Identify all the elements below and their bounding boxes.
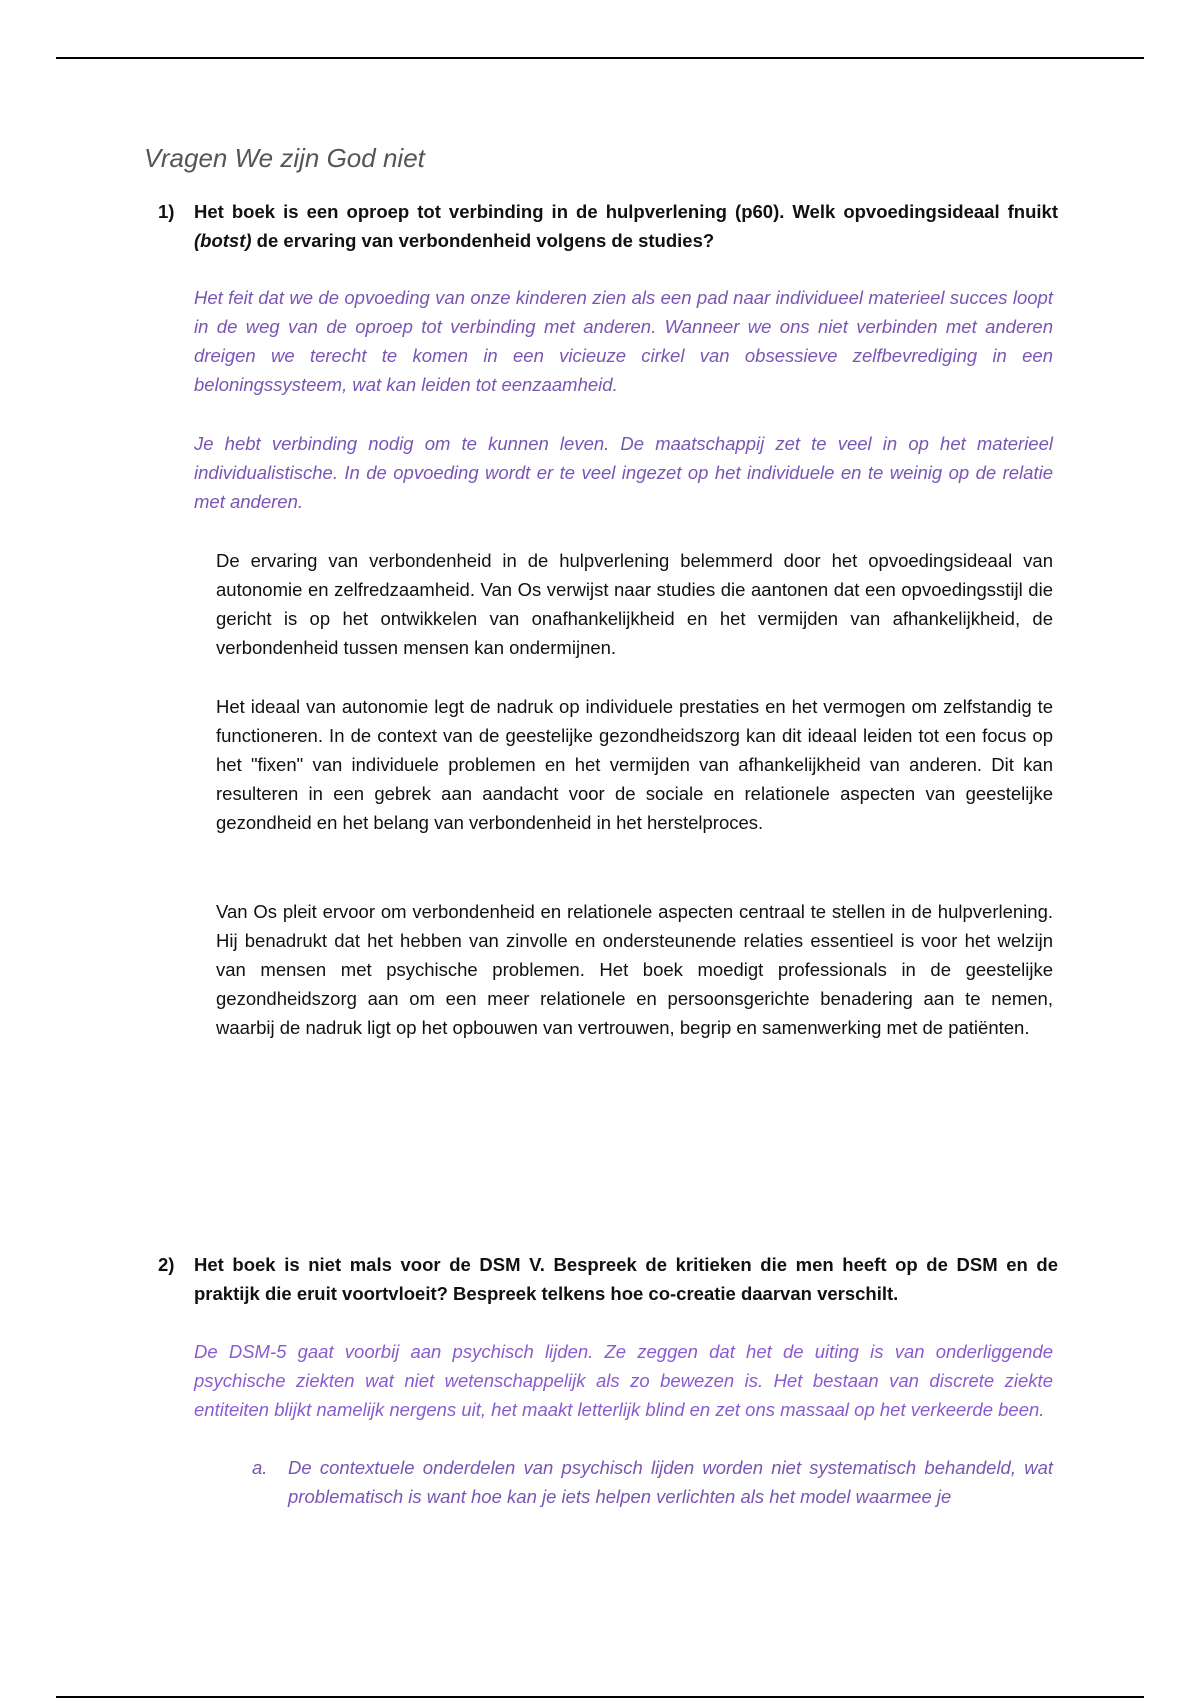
- top-rule: [56, 57, 1144, 59]
- answer-1-paragraph-1: Het feit dat we de opvoeding van onze kinderen zien als een pad naar individueel materieel succes loopt in de weg van de oproep tot verbinding met anderen. Wanneer we ons niet verbinden met anderen dreigen we terecht te komen in een vicieuze cirkel van obsessieve zelfbevrediging in een beloningssysteem, wat kan leiden tot eenzaamheid.: [194, 287, 1053, 395]
- question-text: Het boek is niet mals voor de DSM V. Bespreek de kritieken die men heeft op de DSM en de praktijk die eruit voortvloeit? Bespreek telkens hoe co-creatie daarvan verschilt.: [194, 1254, 1058, 1304]
- list-item-text: De contextuele onderdelen van psychisch lijden worden niet systematisch behandeld, wat problematisch is want hoe kan je iets helpen verlichten als het model waarmee je: [288, 1457, 1053, 1507]
- body-paragraph-2: Het ideaal van autonomie legt de nadruk op individuele prestaties en het vermogen om zelfstandig te functioneren. In de context van de geestelijke gezondheidszorg kan dit ideaal leiden tot een focus op het "fixen" van individuele problemen en het vermijden van afhankelijkheid van anderen. Dit kan resulteren in een gebrek aan aandacht voor de sociale en relationele aspecten van geestelijke gezondheid en het belang van verbondenheid in het herstelproces.: [216, 696, 1053, 833]
- answer-2-paragraph-1: De DSM-5 gaat voorbij aan psychisch lijden. Ze zeggen dat het de uiting is van onderliggende psychische ziekten wat niet wetenschappelijk als zo bewezen is. Het bestaan van discrete ziekte entiteiten blijkt namelijk nergens uit, het maakt letterlijk blind en zet ons massaal op het verkeerde been.: [194, 1341, 1053, 1420]
- body-paragraph-3: Van Os pleit ervoor om verbondenheid en relationele aspecten centraal te stellen in de hulpverlening. Hij benadrukt dat het hebben van zinvolle en ondersteunende relaties essentieel is voor het welzijn van mensen met psychische problemen. Het boek moedigt professionals in de geestelijke gezondheidszorg aan om een meer relationele en persoonsgerichte benadering aan te nemen, waarbij de nadruk ligt op het opbouwen van vertrouwen, begrip en samenwerking met de patiënten.: [216, 901, 1053, 1038]
- question-1: [158, 197, 1058, 255]
- question-2: [158, 1250, 1058, 1308]
- body-paragraph-1: De ervaring van verbondenheid in de hulpverlening belemmerd door het opvoedingsideaal van autonomie en zelfredzaamheid. Van Os verwijst naar studies die aantonen dat een opvoedingsstijl die gericht is op het ontwikkelen van onafhankelijkheid en het vermijden van afhankelijkheid, de verbondenheid tussen mensen kan ondermijnen.: [216, 550, 1053, 658]
- page-title: Vragen We zijn God niet: [144, 143, 425, 173]
- question-number: 2): [158, 1254, 175, 1275]
- question-emphasis: (botst): [194, 230, 252, 251]
- list-marker: a.: [252, 1457, 268, 1478]
- answer-1-paragraph-2: Je hebt verbinding nodig om te kunnen leven. De maatschappij zet te veel in op het materieel individualistische. In de opvoeding wordt er te veel ingezet op het individuele en te weinig op de relatie met anderen.: [194, 433, 1053, 512]
- answer-2-item-a: [252, 1453, 1053, 1511]
- question-text: Het boek is een oproep tot verbinding in de hulpverlening (p60). Welk opvoedingsideaal fnuikt (botst) de ervaring van verbondenheid volgens de studies?: [194, 201, 1058, 251]
- bottom-rule: [56, 1696, 1144, 1698]
- question-number: 1): [158, 201, 175, 222]
